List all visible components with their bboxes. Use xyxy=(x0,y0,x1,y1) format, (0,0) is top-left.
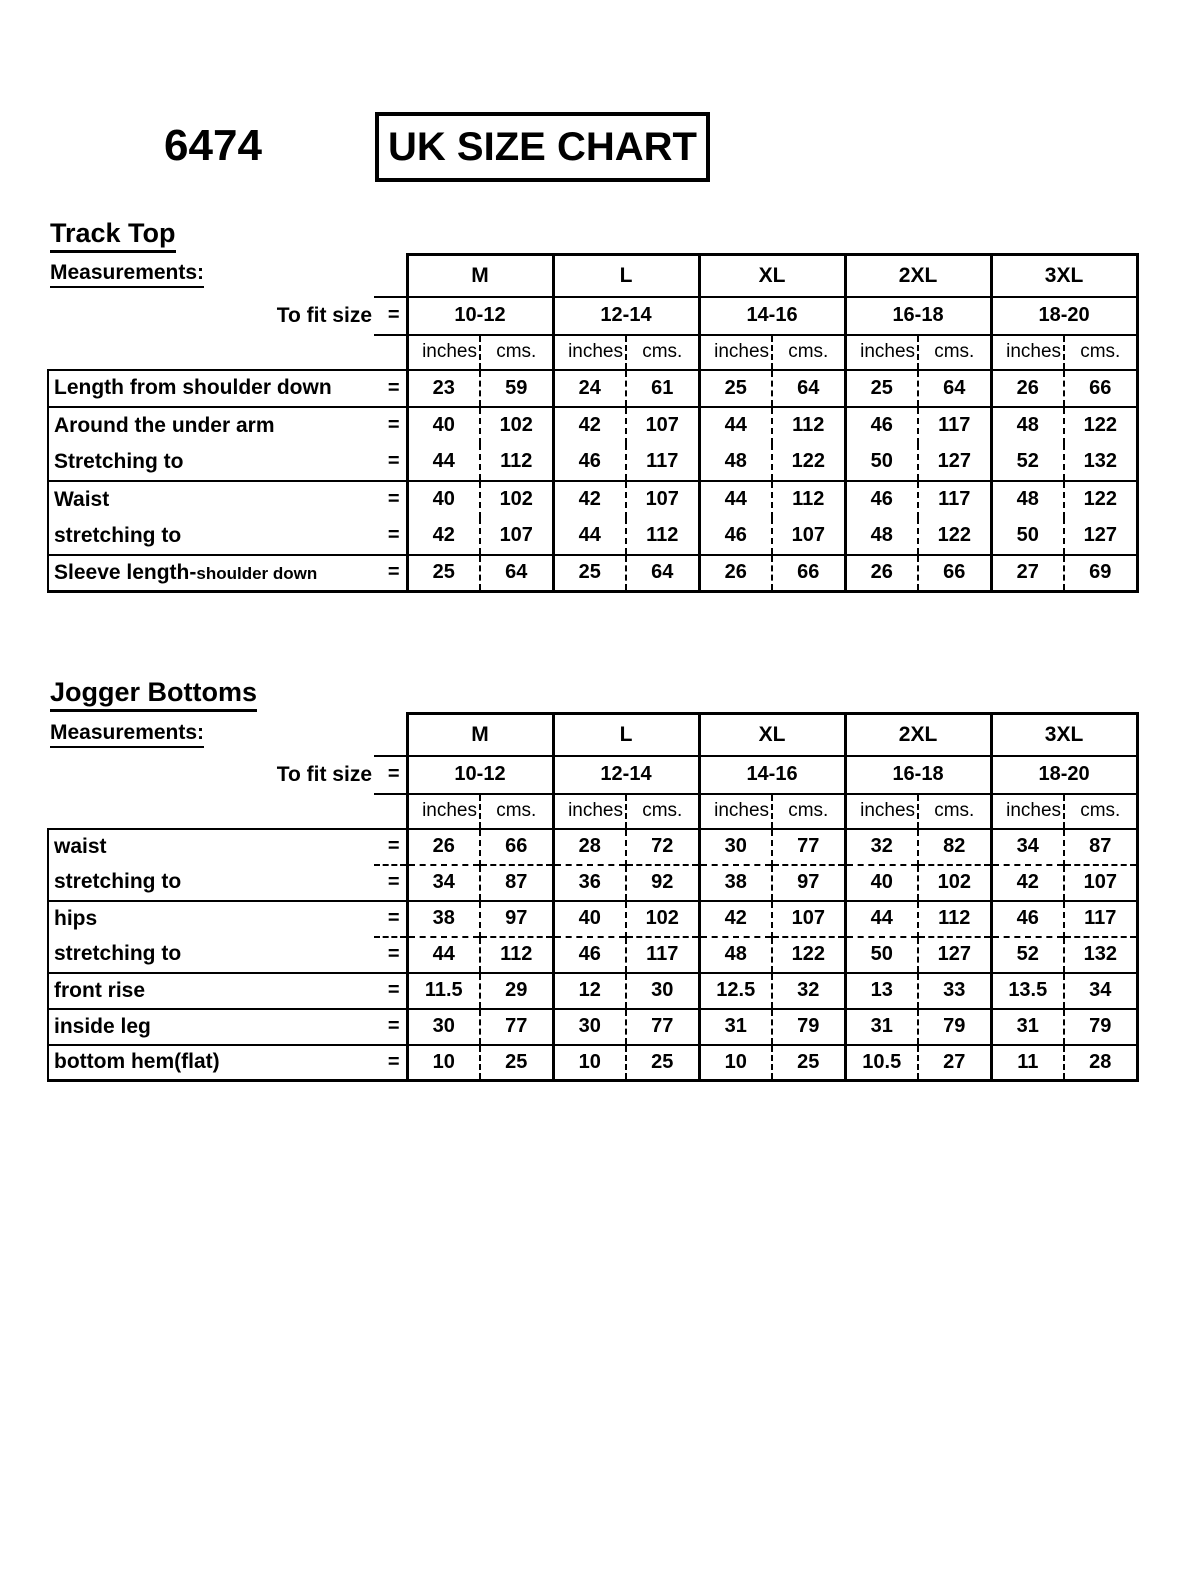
value-cms-cell: 79 xyxy=(918,1009,991,1045)
value-cms-cell: 64 xyxy=(480,555,553,592)
value-cms-cell: 61 xyxy=(626,370,699,407)
value-inches-cell: 36 xyxy=(553,865,626,901)
value-inches-cell: 34 xyxy=(407,865,480,901)
table-row xyxy=(48,555,1137,592)
value-cms-cell: 127 xyxy=(918,444,991,481)
row-label: stretching to xyxy=(48,865,374,901)
units-cms-cell: cms. xyxy=(918,794,991,829)
equals-sign: = xyxy=(374,555,407,592)
table-row xyxy=(48,370,1137,407)
value-cms-cell: 117 xyxy=(1064,901,1137,937)
header-spacer xyxy=(374,714,407,756)
value-cms-cell: 117 xyxy=(918,407,991,444)
header-spacer xyxy=(48,714,374,756)
value-inches-cell: 12 xyxy=(553,973,626,1009)
value-cms-cell: 112 xyxy=(626,518,699,555)
value-cms-cell: 87 xyxy=(480,865,553,901)
table-row xyxy=(48,865,1137,901)
value-cms-cell: 127 xyxy=(1064,518,1137,555)
units-inches-cell: inches xyxy=(407,794,480,829)
value-inches-cell: 42 xyxy=(699,901,772,937)
value-cms-cell: 97 xyxy=(772,865,845,901)
header-spacer xyxy=(374,794,407,829)
fit-range-cell: 14-16 xyxy=(699,297,845,335)
fit-range-cell: 10-12 xyxy=(407,297,553,335)
value-cms-cell: 117 xyxy=(626,937,699,973)
size-header-l: L xyxy=(553,255,699,297)
size-header-l: L xyxy=(553,714,699,756)
units-inches-cell: inches xyxy=(845,335,918,370)
table-row xyxy=(48,937,1137,973)
value-inches-cell: 44 xyxy=(699,407,772,444)
value-cms-cell: 112 xyxy=(772,407,845,444)
value-cms-cell: 66 xyxy=(480,829,553,865)
value-cms-cell: 66 xyxy=(918,555,991,592)
value-inches-cell: 10 xyxy=(699,1045,772,1081)
value-cms-cell: 27 xyxy=(918,1045,991,1081)
value-cms-cell: 107 xyxy=(1064,865,1137,901)
value-cms-cell: 127 xyxy=(918,937,991,973)
units-cms-cell: cms. xyxy=(1064,794,1137,829)
value-cms-cell: 112 xyxy=(918,901,991,937)
value-cms-cell: 112 xyxy=(480,444,553,481)
fit-range-cell: 18-20 xyxy=(991,756,1137,794)
equals-sign: = xyxy=(374,481,407,518)
row-label: stretching to xyxy=(48,518,374,555)
value-inches-cell: 25 xyxy=(553,555,626,592)
table-row xyxy=(48,829,1137,865)
units-cms-cell: cms. xyxy=(480,794,553,829)
chart-title: UK SIZE CHART xyxy=(388,124,697,169)
header-spacer xyxy=(374,255,407,297)
fit-range-cell: 16-18 xyxy=(845,297,991,335)
measurements-label-jogger-bottoms: Measurements: xyxy=(50,722,204,748)
value-inches-cell: 10 xyxy=(553,1045,626,1081)
value-cms-cell: 107 xyxy=(626,481,699,518)
value-inches-cell: 25 xyxy=(699,370,772,407)
value-inches-cell: 27 xyxy=(991,555,1064,592)
table-row xyxy=(48,1009,1137,1045)
units-row xyxy=(48,794,1137,829)
value-inches-cell: 46 xyxy=(553,444,626,481)
units-cms-cell: cms. xyxy=(918,335,991,370)
value-inches-cell: 42 xyxy=(991,865,1064,901)
value-cms-cell: 79 xyxy=(772,1009,845,1045)
size-header-row xyxy=(48,714,1137,756)
value-cms-cell: 122 xyxy=(1064,481,1137,518)
section-title-track-top: Track Top xyxy=(50,219,176,253)
value-cms-cell: 30 xyxy=(626,973,699,1009)
value-inches-cell: 28 xyxy=(553,829,626,865)
chart-title-box xyxy=(375,112,710,182)
section-title-jogger-bottoms: Jogger Bottoms xyxy=(50,678,257,712)
units-cms-cell: cms. xyxy=(626,794,699,829)
size-header-3xl: 3XL xyxy=(991,714,1137,756)
value-cms-cell: 107 xyxy=(772,518,845,555)
value-cms-cell: 102 xyxy=(480,407,553,444)
units-inches-cell: inches xyxy=(699,335,772,370)
row-label: stretching to xyxy=(48,937,374,973)
value-cms-cell: 132 xyxy=(1064,937,1137,973)
units-row xyxy=(48,335,1137,370)
row-label-small: shoulder down xyxy=(196,563,318,583)
value-inches-cell: 30 xyxy=(553,1009,626,1045)
value-inches-cell: 24 xyxy=(553,370,626,407)
value-cms-cell: 77 xyxy=(772,829,845,865)
value-inches-cell: 52 xyxy=(991,444,1064,481)
value-inches-cell: 40 xyxy=(845,865,918,901)
table-row xyxy=(48,407,1137,444)
value-inches-cell: 25 xyxy=(845,370,918,407)
value-cms-cell: 28 xyxy=(1064,1045,1137,1081)
value-inches-cell: 11.5 xyxy=(407,973,480,1009)
jogger-bottoms-size-table xyxy=(47,712,1139,1082)
equals-sign: = xyxy=(374,407,407,444)
value-inches-cell: 40 xyxy=(553,901,626,937)
table-row xyxy=(48,444,1137,481)
fit-range-cell: 18-20 xyxy=(991,297,1137,335)
value-inches-cell: 31 xyxy=(699,1009,772,1045)
value-inches-cell: 44 xyxy=(699,481,772,518)
equals-sign: = xyxy=(374,901,407,937)
equals-sign: = xyxy=(374,937,407,973)
size-header-xl: XL xyxy=(699,255,845,297)
value-inches-cell: 38 xyxy=(699,865,772,901)
row-label: inside leg xyxy=(48,1009,374,1045)
value-inches-cell: 46 xyxy=(553,937,626,973)
value-inches-cell: 48 xyxy=(991,481,1064,518)
fit-size-row xyxy=(48,297,1137,335)
value-cms-cell: 122 xyxy=(1064,407,1137,444)
value-cms-cell: 117 xyxy=(626,444,699,481)
row-label: front rise xyxy=(48,973,374,1009)
units-inches-cell: inches xyxy=(407,335,480,370)
header-spacer xyxy=(374,335,407,370)
value-inches-cell: 40 xyxy=(407,481,480,518)
value-inches-cell: 44 xyxy=(553,518,626,555)
value-cms-cell: 25 xyxy=(626,1045,699,1081)
equals-sign: = xyxy=(374,829,407,865)
equals-sign: = xyxy=(374,865,407,901)
units-inches-cell: inches xyxy=(991,794,1064,829)
value-inches-cell: 50 xyxy=(845,444,918,481)
value-inches-cell: 10.5 xyxy=(845,1045,918,1081)
row-label: hips xyxy=(48,901,374,937)
header-spacer xyxy=(48,335,374,370)
value-cms-cell: 102 xyxy=(918,865,991,901)
value-cms-cell: 107 xyxy=(772,901,845,937)
row-label: waist xyxy=(48,829,374,865)
equals-sign: = xyxy=(374,1045,407,1081)
value-cms-cell: 102 xyxy=(480,481,553,518)
table-row xyxy=(48,973,1137,1009)
fit-range-cell: 12-14 xyxy=(553,297,699,335)
value-cms-cell: 64 xyxy=(918,370,991,407)
row-label: Around the under arm xyxy=(48,407,374,444)
value-cms-cell: 32 xyxy=(772,973,845,1009)
size-header-m: M xyxy=(407,714,553,756)
value-inches-cell: 42 xyxy=(553,407,626,444)
units-inches-cell: inches xyxy=(991,335,1064,370)
value-inches-cell: 38 xyxy=(407,901,480,937)
value-inches-cell: 46 xyxy=(845,407,918,444)
row-label: Stretching to xyxy=(48,444,374,481)
value-cms-cell: 29 xyxy=(480,973,553,1009)
row-label: Sleeve length-shoulder down xyxy=(48,555,374,592)
value-cms-cell: 25 xyxy=(480,1045,553,1081)
size-header-xl: XL xyxy=(699,714,845,756)
value-cms-cell: 79 xyxy=(1064,1009,1137,1045)
value-inches-cell: 50 xyxy=(845,937,918,973)
units-cms-cell: cms. xyxy=(626,335,699,370)
value-cms-cell: 122 xyxy=(772,444,845,481)
fit-size-row xyxy=(48,756,1137,794)
value-cms-cell: 97 xyxy=(480,901,553,937)
value-inches-cell: 26 xyxy=(407,829,480,865)
value-cms-cell: 82 xyxy=(918,829,991,865)
equals-sign: = xyxy=(374,297,407,335)
value-cms-cell: 102 xyxy=(626,901,699,937)
row-label: bottom hem(flat) xyxy=(48,1045,374,1081)
equals-sign: = xyxy=(374,370,407,407)
header-spacer xyxy=(48,794,374,829)
row-label: Waist xyxy=(48,481,374,518)
value-cms-cell: 112 xyxy=(480,937,553,973)
value-cms-cell: 64 xyxy=(626,555,699,592)
value-inches-cell: 26 xyxy=(699,555,772,592)
value-inches-cell: 48 xyxy=(991,407,1064,444)
jogger-bottoms-table-host xyxy=(47,712,1139,1082)
value-inches-cell: 23 xyxy=(407,370,480,407)
value-inches-cell: 10 xyxy=(407,1045,480,1081)
equals-sign: = xyxy=(387,450,400,472)
to-fit-size-label: To fit size xyxy=(276,762,372,786)
size-header-2xl: 2XL xyxy=(845,255,991,297)
value-cms-cell: 66 xyxy=(1064,370,1137,407)
value-cms-cell: 59 xyxy=(480,370,553,407)
value-cms-cell: 69 xyxy=(1064,555,1137,592)
value-inches-cell: 11 xyxy=(991,1045,1064,1081)
value-cms-cell: 25 xyxy=(772,1045,845,1081)
value-inches-cell: 26 xyxy=(991,370,1064,407)
value-cms-cell: 122 xyxy=(918,518,991,555)
value-inches-cell: 12.5 xyxy=(699,973,772,1009)
table-row xyxy=(48,518,1137,555)
row-label: Length from shoulder down xyxy=(48,370,374,407)
value-cms-cell: 107 xyxy=(626,407,699,444)
value-inches-cell: 40 xyxy=(407,407,480,444)
fit-range-cell: 16-18 xyxy=(845,756,991,794)
style-code: 6474 xyxy=(164,121,262,170)
fit-range-cell: 14-16 xyxy=(699,756,845,794)
value-inches-cell: 46 xyxy=(991,901,1064,937)
fit-range-cell: 10-12 xyxy=(407,756,553,794)
value-inches-cell: 31 xyxy=(845,1009,918,1045)
equals-sign: = xyxy=(387,524,400,546)
value-inches-cell: 34 xyxy=(991,829,1064,865)
units-inches-cell: inches xyxy=(553,794,626,829)
value-cms-cell: 117 xyxy=(918,481,991,518)
value-cms-cell: 77 xyxy=(480,1009,553,1045)
value-cms-cell: 77 xyxy=(626,1009,699,1045)
value-cms-cell: 34 xyxy=(1064,973,1137,1009)
value-inches-cell: 44 xyxy=(845,901,918,937)
units-cms-cell: cms. xyxy=(772,335,845,370)
header-spacer xyxy=(48,255,374,297)
value-inches-cell: 48 xyxy=(699,937,772,973)
value-inches-cell: 30 xyxy=(699,829,772,865)
value-cms-cell: 64 xyxy=(772,370,845,407)
value-cms-cell: 107 xyxy=(480,518,553,555)
equals-sign: = xyxy=(374,756,407,794)
value-inches-cell: 31 xyxy=(991,1009,1064,1045)
value-inches-cell: 46 xyxy=(699,518,772,555)
equals-sign: = xyxy=(374,1009,407,1045)
size-header-3xl: 3XL xyxy=(991,255,1137,297)
value-cms-cell: 132 xyxy=(1064,444,1137,481)
fit-range-cell: 12-14 xyxy=(553,756,699,794)
value-inches-cell: 52 xyxy=(991,937,1064,973)
value-cms-cell: 112 xyxy=(772,481,845,518)
value-inches-cell: 42 xyxy=(407,518,480,555)
table-row xyxy=(48,1045,1137,1081)
value-inches-cell: 13 xyxy=(845,973,918,1009)
value-cms-cell: 122 xyxy=(772,937,845,973)
units-cms-cell: cms. xyxy=(772,794,845,829)
value-inches-cell: 32 xyxy=(845,829,918,865)
size-header-2xl: 2XL xyxy=(845,714,991,756)
units-cms-cell: cms. xyxy=(1064,335,1137,370)
units-inches-cell: inches xyxy=(553,335,626,370)
value-inches-cell: 42 xyxy=(553,481,626,518)
units-inches-cell: inches xyxy=(845,794,918,829)
value-inches-cell: 25 xyxy=(407,555,480,592)
value-inches-cell: 13.5 xyxy=(991,973,1064,1009)
value-inches-cell: 48 xyxy=(699,444,772,481)
to-fit-size-label: To fit size xyxy=(276,303,372,327)
measurements-label-track-top: Measurements: xyxy=(50,262,204,288)
track-top-size-table xyxy=(47,253,1139,593)
value-cms-cell: 87 xyxy=(1064,829,1137,865)
value-cms-cell: 66 xyxy=(772,555,845,592)
value-inches-cell: 44 xyxy=(407,444,480,481)
units-cms-cell: cms. xyxy=(480,335,553,370)
value-inches-cell: 44 xyxy=(407,937,480,973)
value-cms-cell: 33 xyxy=(918,973,991,1009)
value-inches-cell: 46 xyxy=(845,481,918,518)
value-inches-cell: 26 xyxy=(845,555,918,592)
size-header-row xyxy=(48,255,1137,297)
track-top-table-host xyxy=(47,253,1139,593)
value-cms-cell: 72 xyxy=(626,829,699,865)
value-inches-cell: 48 xyxy=(845,518,918,555)
table-row xyxy=(48,481,1137,518)
table-row xyxy=(48,901,1137,937)
value-cms-cell: 92 xyxy=(626,865,699,901)
size-header-m: M xyxy=(407,255,553,297)
value-inches-cell: 30 xyxy=(407,1009,480,1045)
equals-sign: = xyxy=(374,973,407,1009)
value-inches-cell: 50 xyxy=(991,518,1064,555)
units-inches-cell: inches xyxy=(699,794,772,829)
